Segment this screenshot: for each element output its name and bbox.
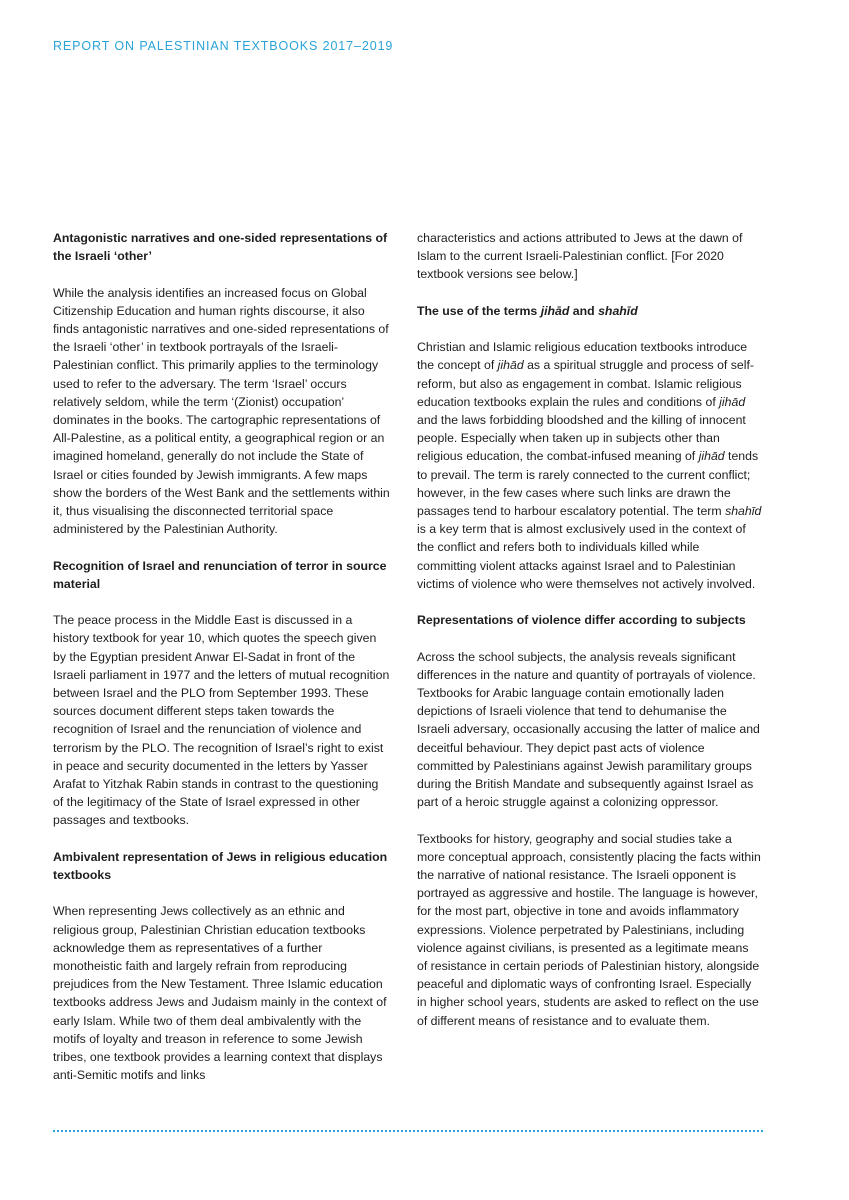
paragraph-antagonistic-narratives: While the analysis identifies an increased focus on Global Citizenship Education and human rights discourse, it also finds antagonistic narratives and one-sided representations of the Israeli ‘other’ in textbook portrayals of the Israeli-Palestinian conflict. This primarily applies to the terminology used to refer to the adversary. The term ‘Israel’ occurs relatively seldom, while the term ‘(Zionist) occupation’ dominates in the books. The cartographic representations of All-Palestine, as a political entity, a geographical region or an imagined homeland, generally do not include the State of Israel or cities founded by Jewish immigrants. A few maps show the borders of the West Bank and the settlements within it, thus visualising the disconnected territorial space administered by the Palestinian Authority. (53, 285, 390, 537)
paragraph-violence-arabic-textbooks: Across the school subjects, the analysis reveals significant differences in the nature and quantity of portrayals of violence. Textbooks for Arabic language contain emotionally laden depictions of Israeli violence that tend to dehumanise the Israeli adversary, occasionally accusing the latter of malice and deceitful behaviour. They depict past acts of violence committed by Palestinians against Jewish paramilitary groups during the British Mandate and subsequently against Israel as part of a heroic struggle against a colonizing oppressor. (417, 649, 760, 810)
section-heading-representation-of-jews: Ambivalent representation of Jews in religious education textbooks (53, 849, 388, 883)
text-run: Christian and Islamic religious education textbooks introduce the concept of (417, 340, 748, 373)
term-jihad: jihād (497, 358, 524, 373)
term-shahid: shahīd (725, 504, 762, 519)
left-column (53, 229, 391, 1103)
section-heading-recognition-of-israel: Recognition of Israel and renunciation of terror in source material (53, 558, 387, 591)
text-run: and the laws forbidding bloodshed and the killing of innocent people. Especially when taken up in subjects other than religious education, the combat-infused meaning of (417, 413, 746, 464)
footer-dotted-rule (53, 1130, 763, 1132)
paragraph-recognition-of-israel: The peace process in the Middle East is discussed in a history textbook for year 10, which quotes the speech given by the Egyptian president Anwar El-Sadat in front of the Israeli parliament in 1977 and the letters of mutual recognition between Israel and the PLO from September 1993. These sources document different steps taken towards the recognition of Israel and the renunciation of violence and terrorism by the PLO. The recognition of Israel’s right to exist in peace and security documented in the letters by Yasser Arafat to Yitzhak Rabin stands in contrast to the questioning of the legitimacy of the State of Israel expressed in other passages and textbooks. (53, 613, 390, 828)
term-jihad: jihād (540, 303, 570, 318)
text-run: as a spiritual struggle and process of self-reform, but also as engagement in combat. Islamic religious education textbooks explain the rules and conditions of (417, 358, 754, 409)
paragraph-jihad-shahid (417, 338, 762, 593)
text-run: tends to prevail. The term is rarely connected to the current conflict; however, in the few cases where such links are drawn the passages tend to harbour escalatory potential. The term (417, 449, 759, 519)
paragraph-representation-of-jews: When representing Jews collectively as an ethnic and religious group, Palestinian Christian education textbooks acknowledge them as representatives of a further monotheistic faith and largely refrain from reproducing prejudices from the New Testament. Three Islamic education textbooks address Jews and Judaism mainly in the context of early Islam. While two of them deal ambivalently with the motifs of loyalty and treason in reference to some Jewish tribes, one textbook provides a learning context that displays anti-Semitic motifs and links (53, 904, 387, 1083)
paragraph-continued: characteristics and actions attributed to Jews at the dawn of Islam to the current Israeli-Palestinian conflict. [For 2020 textbook versions see below.] (417, 231, 743, 282)
term-jihad: jihād (698, 449, 725, 464)
running-header: REPORT ON PALESTINIAN TEXTBOOKS 2017–2019 (53, 39, 394, 53)
heading-text: and (569, 303, 599, 318)
term-jihad: jihād (719, 394, 746, 409)
paragraph-violence-history-textbooks: Textbooks for history, geography and social studies take a more conceptual approach, consistently placing the facts within the narrative of national resistance. The Israeli opponent is portrayed as aggressive and hostile. The language is however, for the most part, objective in tone and avoids inflammatory expressions. Violence perpetrated by Palestinians, including violence against civilians, is presented as a legitimate means of resistance in certain periods of Palestinian history, alongside peaceful and diplomatic ways of confronting Israel. Especially in higher school years, students are asked to reflect on the use of different means of resistance and to evaluate them. (417, 831, 761, 1028)
right-column (417, 229, 762, 1048)
section-heading-jihad-shahid (417, 302, 762, 320)
section-heading-representations-of-violence: Representations of violence differ according to subjects (417, 613, 746, 628)
term-shahid: shahīd (598, 303, 638, 318)
heading-text: The use of the terms (417, 303, 541, 318)
section-heading-antagonistic-narratives: Antagonistic narratives and one-sided representations of the Israeli ‘other’ (53, 231, 388, 264)
text-run: is a key term that is almost exclusively used in the context of the conflict and refers both to individuals killed while committing violent attacks against Israel and to Palestinian victims of violence who were themselves not actively involved. (417, 522, 756, 591)
